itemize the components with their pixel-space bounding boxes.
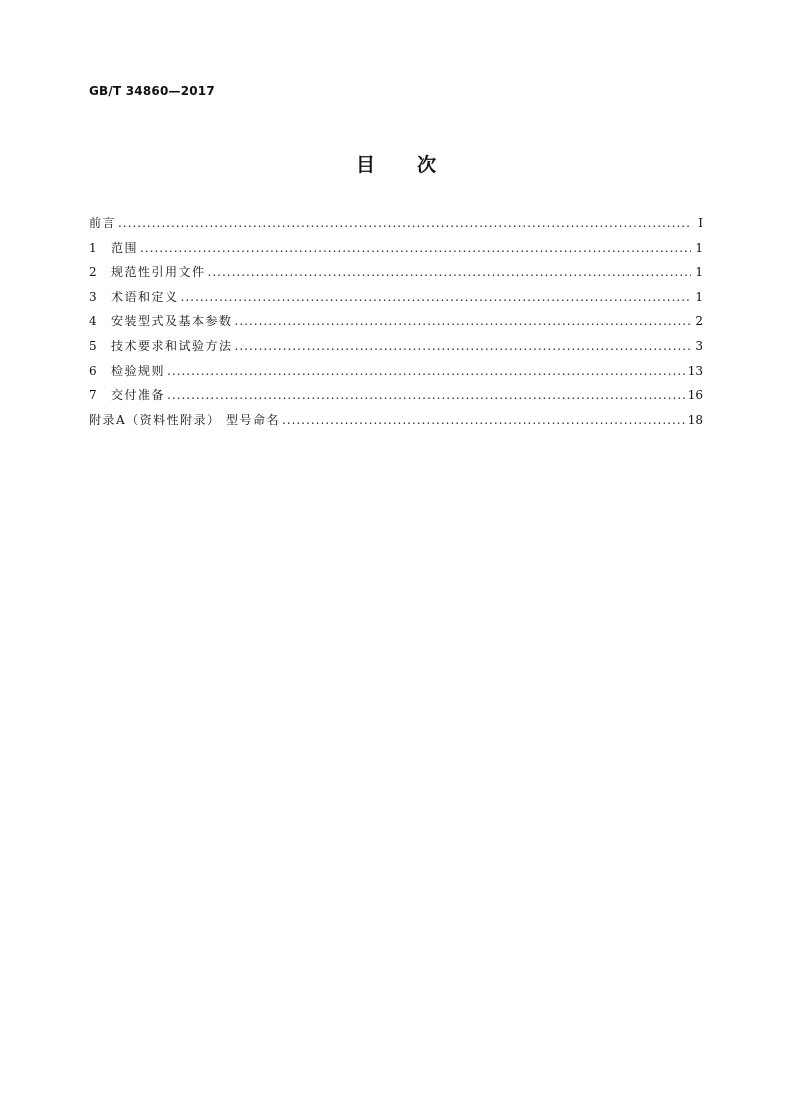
toc-entry-label: 范围 — [111, 240, 139, 255]
toc-entry-number: 6 — [89, 363, 97, 378]
toc-entry-number: 2 — [89, 265, 97, 280]
toc-entry-delivery-preparation[interactable] — [89, 386, 703, 411]
toc-entry-page: 18 — [687, 412, 703, 427]
standard-code: GB/T 34860—2017 — [89, 84, 215, 98]
toc-entry-label: 附录A（资料性附录） 型号命名 — [89, 412, 280, 427]
toc-dot-leader — [167, 388, 686, 402]
toc-entry-page: 13 — [687, 363, 703, 378]
toc-entry-label: 术语和定义 — [111, 289, 179, 304]
toc-entry-inspection-rules[interactable] — [89, 362, 703, 387]
toc-entry-normative-references[interactable] — [89, 263, 703, 288]
toc-entry-appendix-a[interactable] — [89, 411, 703, 436]
toc-entry-installation-parameters[interactable] — [89, 312, 703, 337]
toc-entry-label: 技术要求和试验方法 — [111, 338, 233, 353]
toc-entry-label: 前言 — [89, 216, 117, 230]
toc-dot-leader — [235, 339, 691, 353]
toc-entry-number: 5 — [89, 338, 97, 353]
toc-dot-leader — [208, 265, 691, 279]
toc-entry-label: 规范性引用文件 — [111, 265, 206, 280]
toc-entry-page: 1 — [695, 240, 703, 255]
toc-entry-number: 1 — [89, 240, 97, 255]
toc-entry-scope[interactable] — [89, 239, 703, 264]
toc-entry-label: 交付准备 — [111, 388, 166, 403]
toc-entry-page: 1 — [695, 289, 703, 304]
toc-dot-leader — [140, 241, 691, 255]
toc-entry-number: 7 — [89, 388, 97, 403]
toc-entry-page: 3 — [695, 338, 703, 353]
toc-entry-page: 2 — [695, 314, 703, 329]
toc-entry-page: 1 — [695, 265, 703, 280]
toc-entry-terms-definitions[interactable] — [89, 288, 703, 313]
toc-entry-page: I — [698, 216, 703, 230]
toc-dot-leader — [118, 216, 691, 230]
toc-entry-page: 16 — [687, 388, 703, 403]
toc-entry-label: 检验规则 — [111, 363, 166, 378]
table-of-contents — [89, 214, 703, 435]
toc-entry-number: 3 — [89, 289, 97, 304]
toc-entry-number: 4 — [89, 314, 97, 329]
toc-dot-leader — [167, 364, 686, 378]
page-title: 目次 — [355, 154, 478, 176]
toc-entry-label: 安装型式及基本参数 — [111, 314, 233, 329]
toc-dot-leader — [181, 290, 691, 304]
toc-entry-technical-requirements[interactable] — [89, 337, 703, 362]
toc-dot-leader — [282, 413, 686, 427]
toc-dot-leader — [235, 314, 691, 328]
toc-entry-preface[interactable] — [89, 214, 703, 239]
